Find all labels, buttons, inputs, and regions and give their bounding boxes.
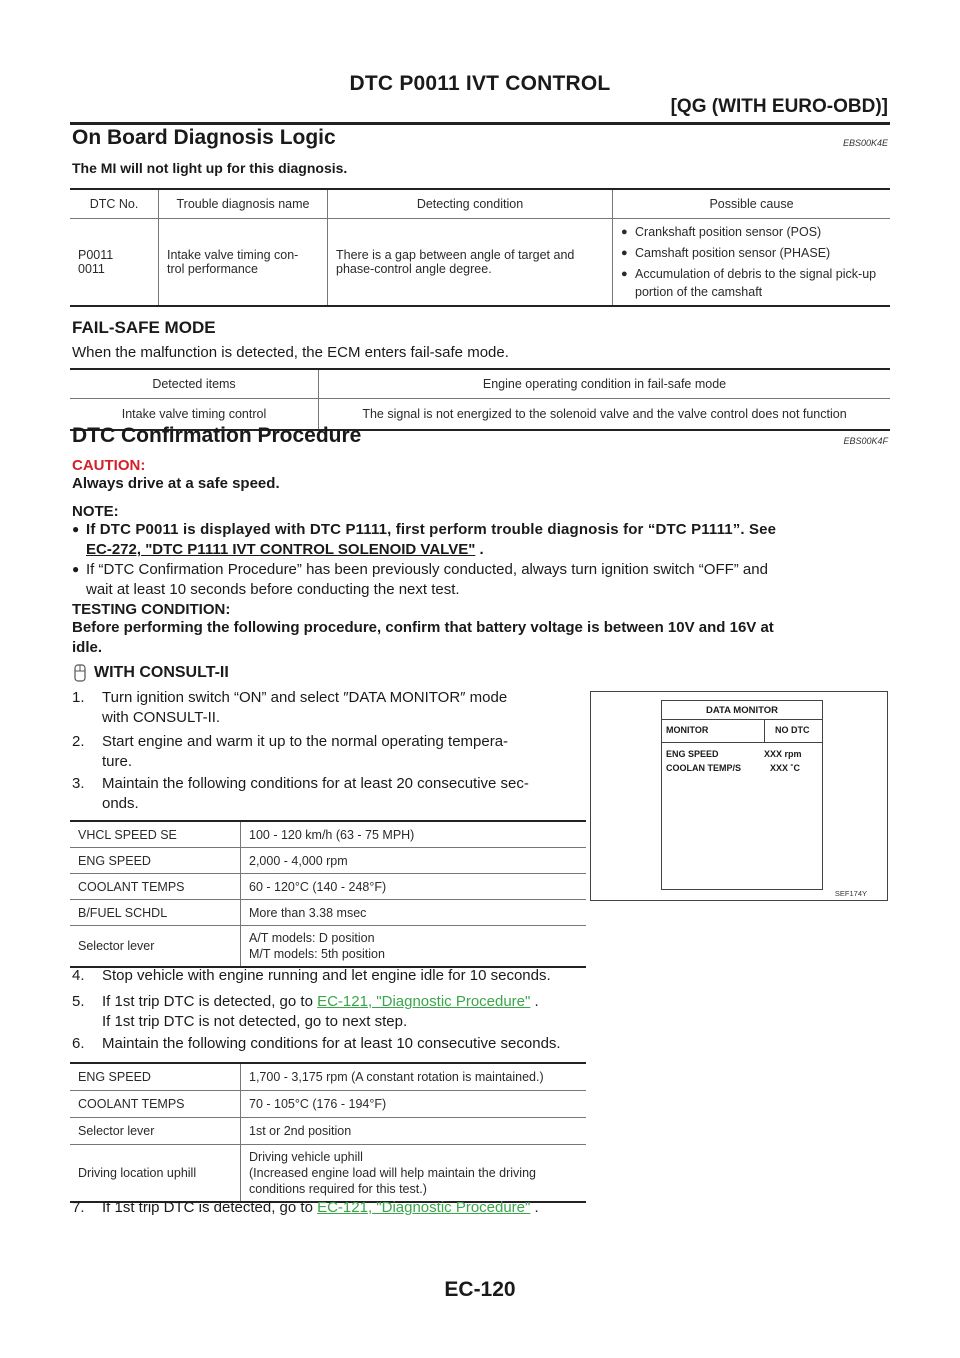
monitor-item-value: XXX ˚C <box>770 763 801 773</box>
monitor-item-value: XXX rpm <box>764 749 802 759</box>
monitor-header-bar <box>662 719 822 743</box>
testing-line: Before performing the following procedure, confirm that battery voltage is between 10V and 16V at <box>72 619 774 636</box>
failsafe-heading: FAIL-SAFE MODE <box>72 318 216 337</box>
monitor-title: DATA MONITOR <box>706 705 778 716</box>
monitor-row-eng-speed <box>666 749 802 759</box>
step-line: ture. <box>102 753 133 770</box>
step-number: 5. <box>72 993 85 1010</box>
condition-line: phase-control angle degree. <box>336 262 492 276</box>
testing-line: idle. <box>72 639 103 656</box>
condition-value: 100 - 120 km/h (63 - 75 MPH) <box>241 821 587 848</box>
step-6 <box>72 1034 561 1054</box>
monitor-col-label: MONITOR <box>666 725 709 735</box>
cause-text <box>635 265 876 301</box>
trouble-name-line: Intake valve timing con- <box>167 248 299 262</box>
consult-heading: WITH CONSULT-II <box>94 664 229 681</box>
note-label: NOTE: <box>72 503 119 520</box>
col-engine-condition: Engine operating condition in fail-safe mode <box>319 369 891 399</box>
step-7 <box>72 1198 539 1218</box>
condition-value: 60 - 120°C (140 - 248°F) <box>241 874 587 900</box>
caution-text: Always drive at a safe speed. <box>72 475 280 492</box>
cause-text: Crankshaft position sensor (POS) <box>635 225 822 239</box>
condition-value: 1st or 2nd position <box>241 1118 587 1145</box>
note-bullet-row <box>72 520 892 560</box>
condition-item: Driving location uphill <box>70 1145 241 1203</box>
col-trouble-name: Trouble diagnosis name <box>159 189 328 219</box>
cause-cell <box>613 219 891 307</box>
section-code: EBS00K4F <box>843 436 888 446</box>
dtc-number: P0011 <box>78 248 114 262</box>
monitor-row-coolant <box>666 763 801 773</box>
cause-text: Camshaft position sensor (PHASE) <box>635 246 831 260</box>
dtc-number-alt: 0011 <box>78 262 105 276</box>
conditions-table-2 <box>70 1062 586 1203</box>
condition-value: 2,000 - 4,000 rpm <box>241 848 587 874</box>
detected-item: Intake valve timing control <box>70 399 319 431</box>
condition-item: Selector lever <box>70 1118 241 1145</box>
bullet-icon: ● <box>621 268 628 280</box>
step-text <box>102 992 539 1032</box>
condition-item: VHCL SPEED SE <box>70 821 241 848</box>
condition-value: 1,700 - 3,175 rpm (A constant rotation is maintained.) <box>241 1063 587 1091</box>
diagnostic-procedure-link[interactable]: EC-121, "Diagnostic Procedure" <box>317 1199 531 1216</box>
col-detecting-condition: Detecting condition <box>328 189 613 219</box>
step-text: Stop vehicle with engine running and let engine idle for 10 seconds. <box>102 967 551 984</box>
page-title: DTC P0011 IVT CONTROL <box>349 72 611 95</box>
page-number: EC-120 <box>444 1278 516 1301</box>
note-tail: . <box>475 541 484 558</box>
section-code: EBS00K4E <box>842 138 888 148</box>
bullet-icon: ● <box>72 562 80 576</box>
monitor-screen <box>661 700 823 890</box>
condition-line: Driving vehicle uphill <box>249 1150 363 1164</box>
condition-line: There is a gap between angle of target and <box>336 248 575 262</box>
step-number: 6. <box>72 1035 85 1052</box>
step-number: 4. <box>72 967 85 984</box>
step-text <box>102 1198 539 1218</box>
cause-line: portion of the camshaft <box>635 285 763 299</box>
condition-line: A/T models: D position <box>249 931 375 945</box>
step-3 <box>72 774 529 814</box>
step-number: 7. <box>72 1199 85 1216</box>
step-number: 2. <box>72 733 85 750</box>
note-item-1 <box>72 520 892 560</box>
section-heading-confirmation: DTC Confirmation Procedure <box>72 424 362 447</box>
step-text <box>102 774 529 814</box>
condition-line: M/T models: 5th position <box>249 947 385 961</box>
mi-note: The MI will not light up for this diagnosis. <box>72 160 348 176</box>
step-line: If 1st trip DTC is not detected, go to next step. <box>102 1013 408 1030</box>
failsafe-text: When the malfunction is detected, the ECM enters fail-safe mode. <box>72 344 509 361</box>
step-line: If 1st trip DTC is detected, go to <box>102 993 318 1010</box>
step-5 <box>72 992 539 1032</box>
condition-value: 70 - 105°C (176 - 194°F) <box>241 1091 587 1118</box>
condition-cell <box>328 219 613 307</box>
cause-line: Accumulation of debris to the signal pick-up <box>635 267 877 281</box>
failsafe-table <box>70 368 890 431</box>
testing-label: TESTING CONDITION: <box>72 601 231 618</box>
step-line: Start engine and warm it up to the normal operating tempera- <box>102 733 509 750</box>
monitor-item-label: COOLAN TEMP/S <box>666 763 742 773</box>
step-number: 1. <box>72 689 85 706</box>
data-monitor-figure <box>590 691 888 901</box>
step-tail: . <box>530 1199 539 1216</box>
note-text: If “DTC Confirmation Procedure” has been previously conducted, always turn ignition switch “OFF” and <box>86 561 768 578</box>
condition-item: B/FUEL SCHDL <box>70 900 241 926</box>
cause-item <box>621 265 882 301</box>
condition-item: ENG SPEED <box>70 848 241 874</box>
step-line: Maintain the following conditions for at least 20 consecutive sec- <box>102 775 529 792</box>
section-heading-diagnosis-logic: On Board Diagnosis Logic <box>72 126 336 149</box>
bullet-icon: ● <box>621 226 628 238</box>
condition-item: Selector lever <box>70 926 241 968</box>
bullet-icon: ● <box>621 247 628 259</box>
condition-line: conditions required for this test.) <box>249 1182 427 1196</box>
condition-item: COOLANT TEMPS <box>70 874 241 900</box>
monitor-col-divider <box>764 720 810 742</box>
cause-item <box>621 244 882 262</box>
col-detected-items: Detected items <box>70 369 319 399</box>
step-text <box>102 688 507 728</box>
note-bullet-row <box>72 560 892 600</box>
consult-icon <box>72 664 88 682</box>
step-line: with CONSULT-II. <box>102 709 221 726</box>
step-line: Turn ignition switch “ON” and select ″DATA MONITOR″ mode <box>102 689 508 706</box>
step-4 <box>72 966 551 986</box>
figure-id: SEF174Y <box>834 889 867 898</box>
step-1 <box>72 688 507 728</box>
ec-272-link[interactable]: EC-272, "DTC P1111 IVT CONTROL SOLENOID VALVE" <box>86 541 476 558</box>
engine-condition: The signal is not energized to the solenoid valve and the valve control does not function <box>362 407 847 421</box>
testing-text <box>72 618 892 658</box>
condition-value <box>241 926 587 968</box>
condition-item: ENG SPEED <box>70 1063 241 1091</box>
cause-item <box>621 223 882 241</box>
col-possible-cause: Possible cause <box>613 189 891 219</box>
note-item-2 <box>72 560 892 600</box>
note-body <box>86 560 768 600</box>
col-dtc-no: DTC No. <box>70 189 159 219</box>
condition-line: (Increased engine load will help maintain the driving <box>249 1166 536 1180</box>
diagnostic-procedure-link[interactable]: EC-121, "Diagnostic Procedure" <box>317 993 531 1010</box>
trouble-name-cell <box>159 219 328 307</box>
note-body <box>86 520 776 560</box>
step-text <box>102 732 508 772</box>
condition-value: More than 3.38 msec <box>241 900 587 926</box>
engine-variant: [QG (WITH EURO-OBD)] <box>670 96 888 117</box>
condition-item: COOLANT TEMPS <box>70 1091 241 1118</box>
note-text: wait at least 10 seconds before conducting the next test. <box>86 581 460 598</box>
note-text: If DTC P0011 is displayed with DTC P1111, first perform trouble diagnosis for “DTC P1111”. See <box>86 521 777 538</box>
trouble-name-line: trol performance <box>167 262 259 276</box>
no-dtc-label: NO DTC <box>775 725 810 735</box>
step-text: Maintain the following conditions for at least 10 consecutive seconds. <box>102 1035 561 1052</box>
step-line: If 1st trip DTC is detected, go to <box>102 1199 318 1216</box>
header-rule <box>70 122 890 125</box>
caution-label: CAUTION: <box>72 457 146 474</box>
dtc-table <box>70 188 890 307</box>
dtc-number-cell <box>70 219 159 307</box>
step-line: onds. <box>102 795 139 812</box>
condition-value <box>241 1145 587 1203</box>
step-tail: . <box>530 993 539 1010</box>
step-2 <box>72 732 508 772</box>
conditions-table-1 <box>70 820 586 968</box>
step-number: 3. <box>72 775 85 792</box>
monitor-item-label: ENG SPEED <box>666 749 719 759</box>
bullet-icon: ● <box>72 522 80 536</box>
